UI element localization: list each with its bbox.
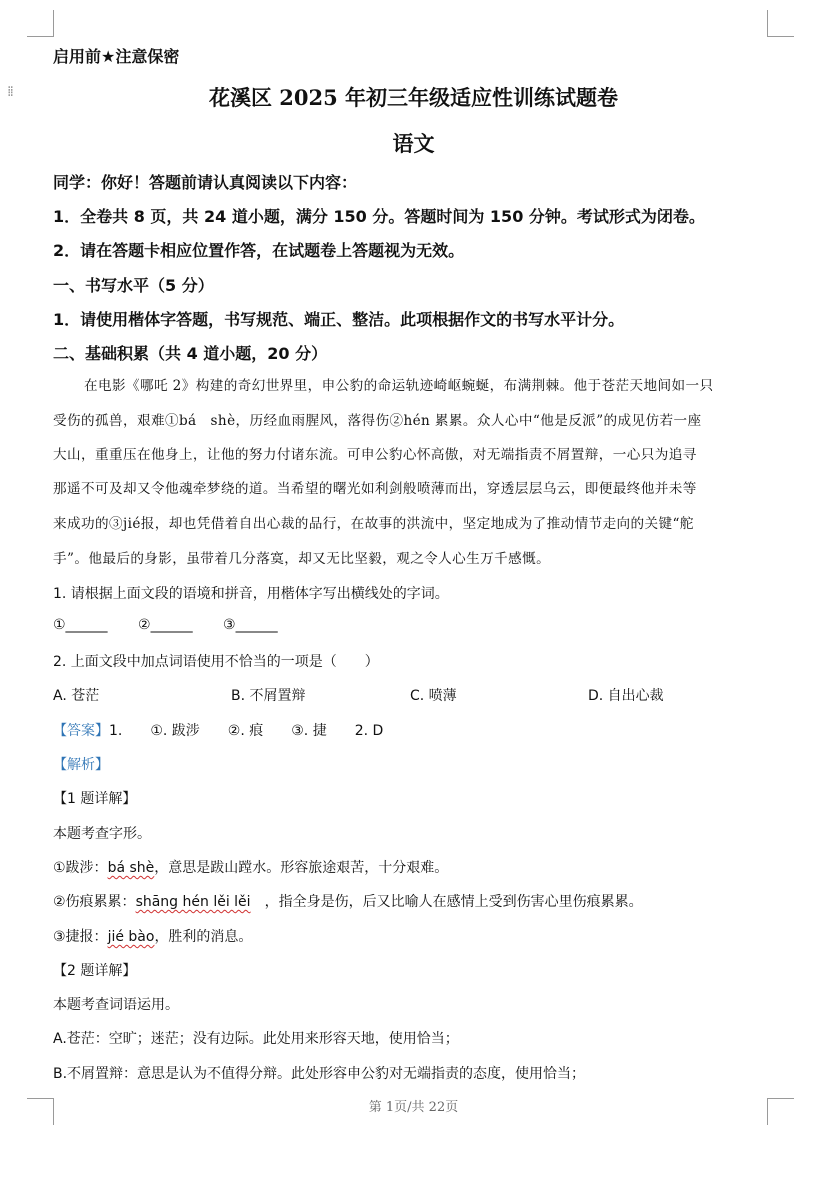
- subject-title: 语文: [392, 131, 435, 156]
- q2-intro: 本题考查词语运用。: [53, 997, 179, 1013]
- section1-item: 1．请使用楷体字答题，书写规范、端正、整洁。此项根据作文的书写水平计分。: [53, 310, 625, 329]
- q1-item-2: ②伤痕累累：shāng hén lěi lěi ，指全身是伤，后又比喻人在感情上受到伤害心里伤痕累累。: [53, 894, 643, 910]
- pinyin-text: shāng hén lěi lěi: [135, 894, 251, 910]
- option-b: B. 不屑置辩: [231, 688, 306, 704]
- passage-line: 受伤的孤兽，艰难①bá shè，历经血雨腥风，落得伤②hén 累累。众人心中“他是反派”的成见仿若一座: [53, 413, 702, 429]
- passage-line: 来成功的③jié报，却也凭借着自出心裁的品行，在故事的洪流中，坚定地成为了推动情节走向的关键“舵: [53, 516, 694, 532]
- passage-line: 手”。他最后的身影，虽带着几分落寞，却又无比坚毅，观之令人心生万千感慨。: [53, 551, 551, 567]
- crop-mark-top-right: [767, 10, 794, 37]
- exam-title: 花溪区 2025 年初三年级适应性训练试题卷: [208, 85, 619, 110]
- question1-prompt: 1. 请根据上面文段的语境和拼音，用楷体字写出横线处的字词。: [53, 586, 449, 602]
- q1-detail-heading: 【1 题详解】: [53, 791, 137, 807]
- crop-mark-top-left: [27, 10, 54, 37]
- q1-item-3: ③捷报：jié bào，胜利的消息。: [53, 929, 253, 945]
- q2-item-a: A.苍茫：空旷；迷茫；没有边际。此处用来形容天地，使用恰当；: [53, 1031, 459, 1047]
- pinyin-text: jié bào: [107, 929, 155, 945]
- instructions-item-2: 2．请在答题卡相应位置作答，在试题卷上答题视为无效。: [53, 241, 465, 260]
- q2-item-b: B.不屑置辩：意思是认为不值得分辩。此处形容申公豹对无端指责的态度，使用恰当；: [53, 1066, 586, 1082]
- q1-intro: 本题考查字形。: [53, 826, 151, 842]
- passage-line: 大山，重重压在他身上，让他的努力付诸东流。可申公豹心怀高傲，对无端指责不屑置辩，一心只为追寻: [53, 447, 697, 463]
- answer-label: 【答案】: [53, 723, 109, 739]
- page-number: 第 1页/共 22页: [368, 1100, 459, 1115]
- q2-detail-heading: 【2 题详解】: [53, 963, 137, 979]
- passage-line: 那遥不可及却又令他魂牵梦绕的道。当希望的曙光如利剑般喷薄而出，穿透层层乌云，即便最终他并未等: [53, 481, 697, 497]
- section2-heading: 二、基础积累（共 4 道小题，20 分）: [53, 344, 328, 363]
- answer-line: [53, 720, 383, 740]
- answer-blank-1[interactable]: ①______: [53, 617, 108, 633]
- answer-blank-3[interactable]: ③______: [223, 617, 278, 633]
- option-a: A. 苍茫: [53, 688, 100, 704]
- confidential-notice: 启用前★注意保密: [53, 47, 180, 66]
- instructions-item-1: 1．全卷共 8 页，共 24 道小题，满分 150 分。答题时间为 150 分钟。考试形式为闭卷。: [53, 207, 705, 226]
- question1-blanks: [53, 617, 304, 633]
- q1-item-1: ①跋涉：bá shè，意思是跋山蹚水。形容旅途艰苦，十分艰难。: [53, 860, 449, 876]
- section1-heading: 一、书写水平（5 分）: [53, 276, 214, 295]
- question2-prompt: 2. 上面文段中加点词语使用不恰当的一项是（ ）: [53, 654, 379, 670]
- instructions-greeting: 同学：你好！答题前请认真阅读以下内容：: [53, 173, 358, 192]
- drag-handle-icon[interactable]: ⁞⁞: [7, 84, 12, 100]
- option-c: C. 喷薄: [410, 688, 457, 704]
- pinyin-text: bá shè: [107, 860, 155, 876]
- passage-line: 在电影《哪吒 2》构建的奇幻世界里，申公豹的命运轨迹崎岖蜿蜒，布满荆棘。他于苍茫天地间如一只: [84, 378, 714, 394]
- option-d: D. 自出心裁: [588, 688, 664, 704]
- answer-blank-2[interactable]: ②______: [138, 617, 193, 633]
- analysis-label: 【解析】: [53, 757, 109, 773]
- answer-text: 1. ①. 跋涉 ②. 痕 ③. 捷 2. D: [109, 723, 384, 739]
